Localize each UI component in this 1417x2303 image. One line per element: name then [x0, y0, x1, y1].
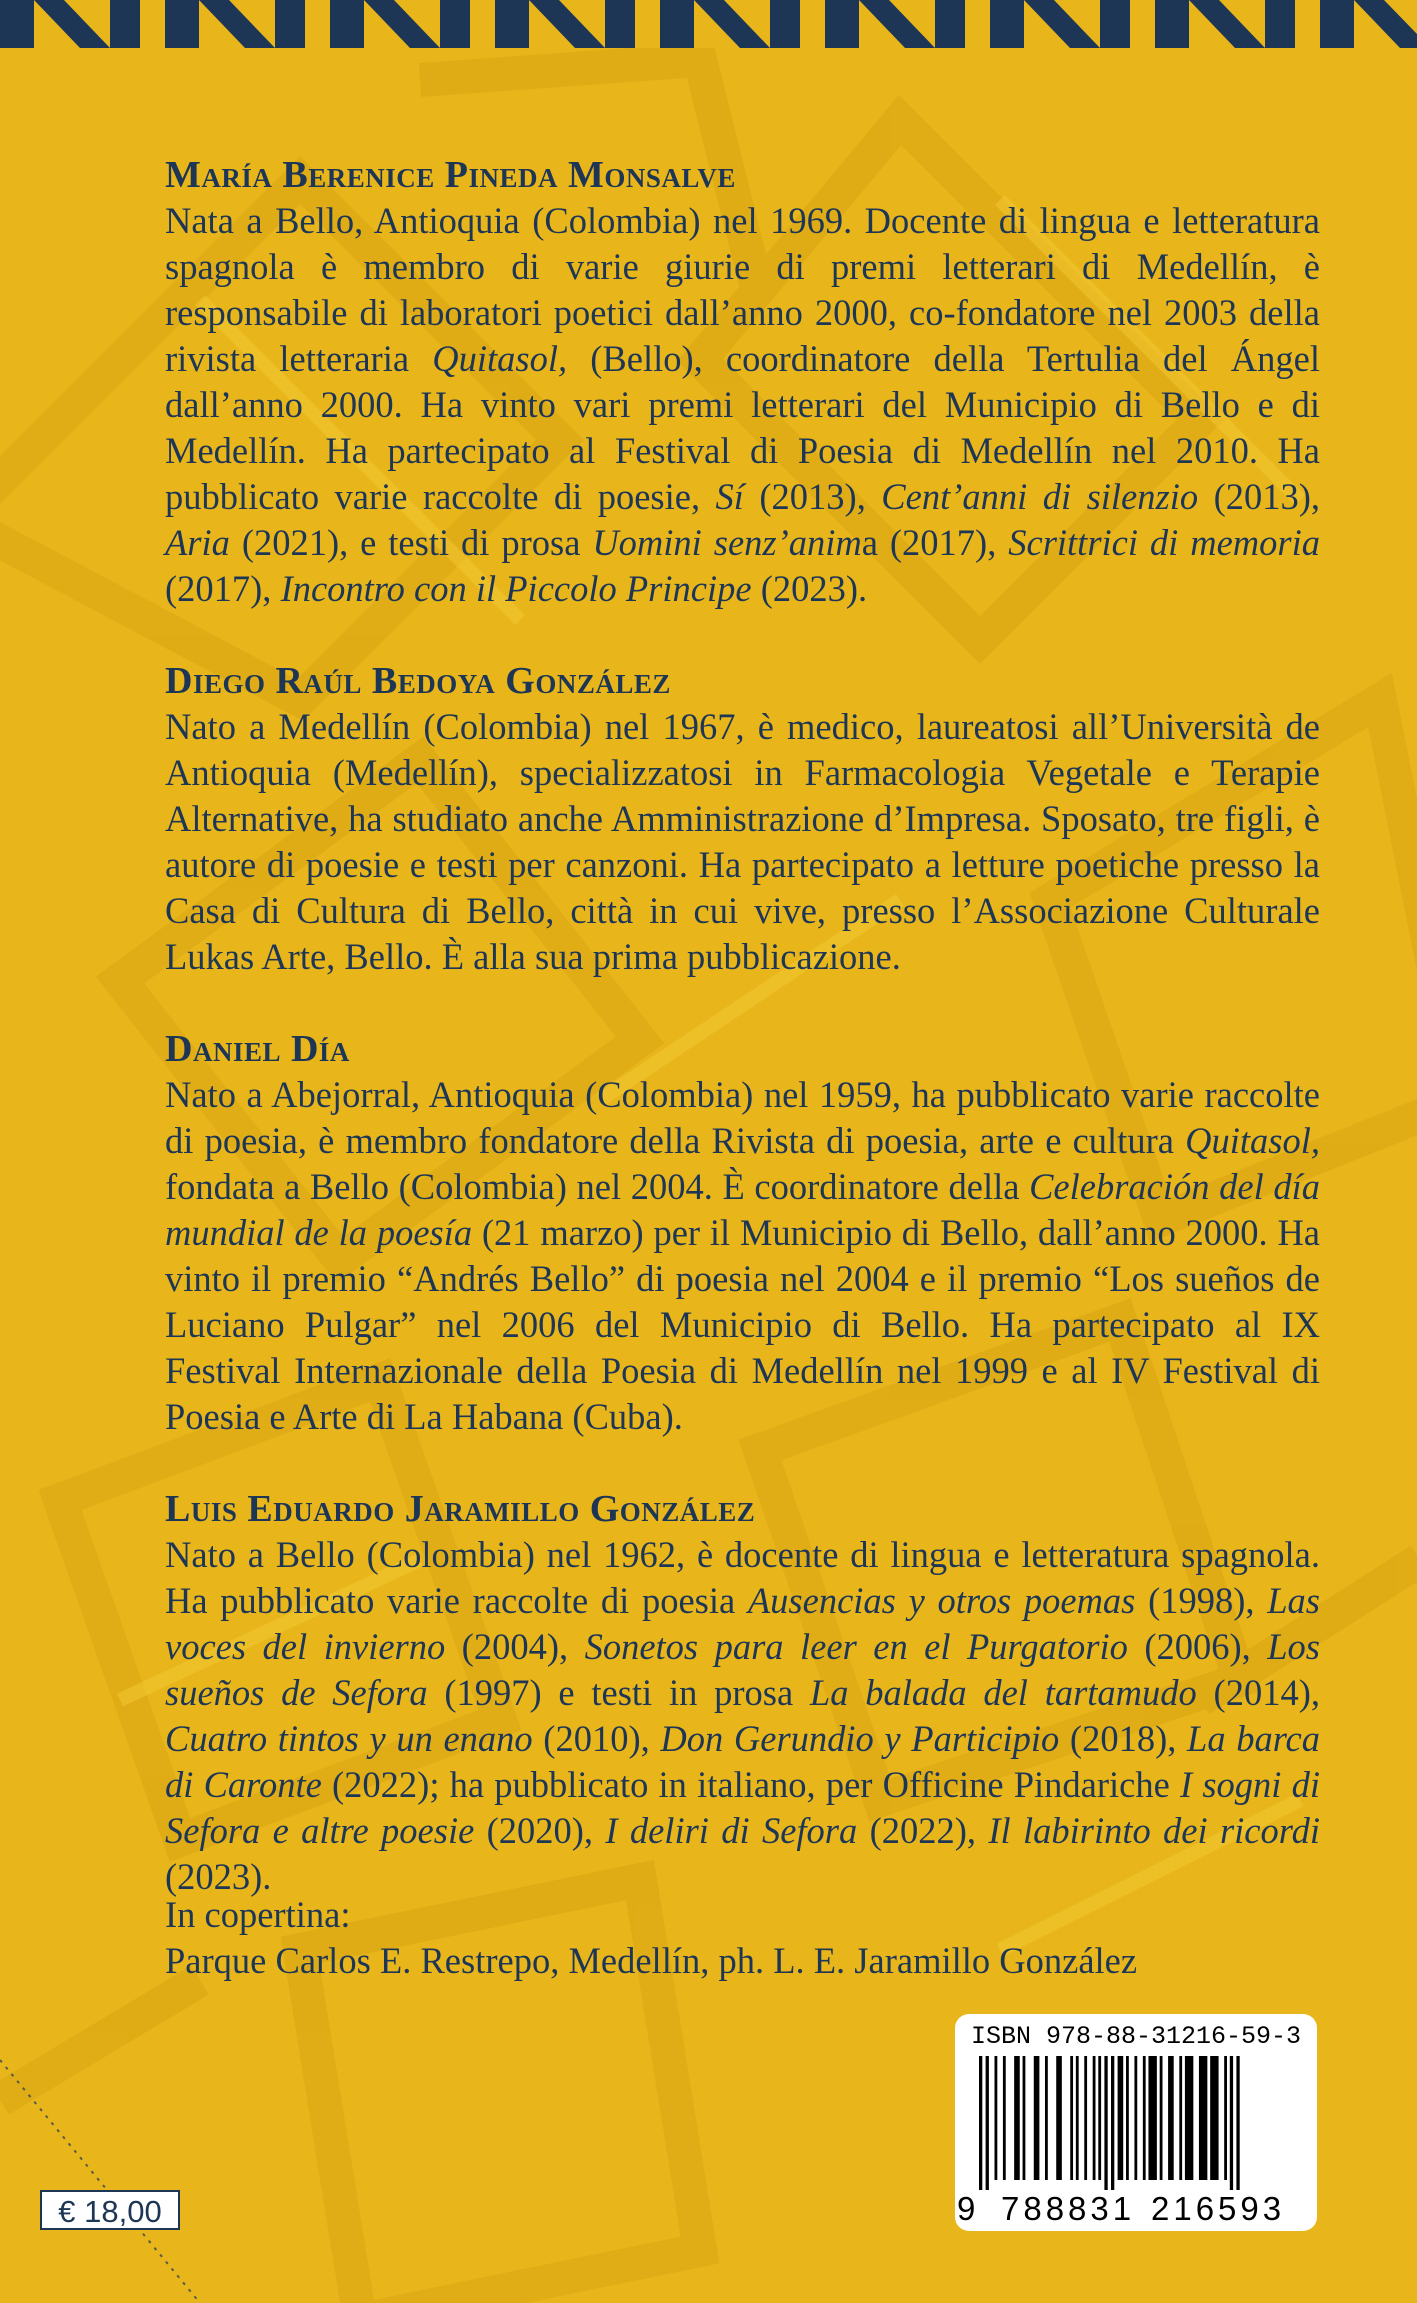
barcode-bar	[1143, 2056, 1146, 2180]
italic-title: Celebración del día mundial de la poesía	[165, 1166, 1321, 1253]
author-bio	[165, 1026, 1320, 1440]
italic-title: Scrittrici di memoria	[1008, 522, 1321, 563]
italic-title: Quitasol,	[1185, 1120, 1320, 1161]
barcode-bar	[1098, 2056, 1101, 2180]
bio-text-run: Nata a Bello, Antioquia (Colombia) nel 1969. Docente di lingua e letteratura spagnola è membro di varie giurie di premi letterari di Medellín, è responsabile di laboratori poetici dall’anno 2000, co-fondatore nel 2003 della rivista letteraria	[165, 200, 1320, 379]
barcode-bar	[1023, 2056, 1026, 2180]
italic-title: Quitasol,	[432, 338, 568, 379]
bio-text-run: (2013),	[743, 476, 882, 517]
bio-text-run: (2014),	[1196, 1672, 1320, 1713]
barcode-bar	[1076, 2056, 1079, 2180]
barcode-bar	[1179, 2056, 1182, 2180]
cover-credit	[165, 1892, 1320, 1984]
italic-title: Los sueños de Sefora	[165, 1626, 1320, 1713]
italic-title: Sonetos para leer en el Purgatorio	[584, 1626, 1128, 1667]
italic-title: Las voces del invierno	[165, 1580, 1320, 1667]
top-decorative-band	[0, 0, 1417, 48]
barcode-bar	[1084, 2056, 1087, 2180]
barcode-bar	[1104, 2056, 1107, 2190]
isbn-digits-right: 216593	[1151, 2190, 1286, 2227]
bio-text-run: Nato a Abejorral, Antioquia (Colombia) nel 1959, ha pubblicato varie raccolte di poesia, è membro fondatore della Rivista di poesia, arte e cultura	[165, 1074, 1320, 1161]
isbn-barcode	[955, 2014, 1317, 2231]
barcode-bar	[1034, 2056, 1040, 2180]
barcode-bar	[995, 2056, 998, 2180]
author-bio-text	[165, 704, 1320, 980]
barcode-bar	[1199, 2056, 1207, 2180]
barcode-bar	[1134, 2056, 1137, 2180]
author-name: Luis Eduardo Jaramillo González	[165, 1488, 756, 1530]
barcode-bar	[1070, 2056, 1073, 2180]
barcode-bar	[1210, 2056, 1218, 2180]
bio-text-run: (2018),	[1059, 1718, 1188, 1759]
cover-credit-text: Parque Carlos E. Restrepo, Medellín, ph. L. E. Jaramillo González	[165, 1940, 1138, 1981]
cover-credit-label: In copertina:	[165, 1894, 351, 1935]
italic-title: La balada del tartamudo	[809, 1672, 1197, 1713]
author-bio-text	[165, 198, 1320, 612]
bio-text-run: (2022); ha pubblicato in italiano, per Officine Pindariche	[321, 1764, 1180, 1805]
barcode-bar	[1111, 2056, 1114, 2190]
barcode-bar	[1160, 2056, 1163, 2180]
italic-title: Cent’anni di silenzio	[881, 476, 1199, 517]
bio-text-run: (2017),	[165, 568, 281, 609]
italic-title: Uomini senz’anim	[592, 522, 862, 563]
bio-text-run: (2010),	[532, 1718, 661, 1759]
barcode-bar	[1003, 2056, 1006, 2180]
bio-text-run: (21 marzo) per il Municipio di Bello, dall’anno 2000. Ha vinto il premio “Andrés Bello” di poesia nel 2004 e il premio “Los sueños de Luciano Pulgar” nel 2006 del Municipio di Bello. Ha partecipato al IX Festival Internazionale della Poesia di Medellín nel 1999 e al IV Festival di Poesia e Arte di La Habana (Cuba).	[165, 1212, 1320, 1437]
bio-text-run: a (2017),	[861, 522, 1009, 563]
italic-title: Ausencias y otros poemas	[747, 1580, 1136, 1621]
bio-text-run: (1998),	[1135, 1580, 1268, 1621]
barcode-bar	[979, 2056, 982, 2190]
bio-text-run: (2006),	[1127, 1626, 1268, 1667]
author-bio	[165, 1486, 1320, 1900]
bio-text-run: (2021), e testi di prosa	[229, 522, 593, 563]
author-bio	[165, 152, 1320, 612]
barcode-bar	[1230, 2056, 1233, 2190]
italic-title: Aria	[165, 522, 230, 563]
italic-title: I sogni di Sefora e altre poesie	[165, 1764, 1320, 1851]
italic-title: Il labirinto dei ricordi	[988, 1810, 1320, 1851]
barcode-bars	[979, 2056, 1293, 2190]
bio-text-run: (2004),	[445, 1626, 585, 1667]
barcode-bar	[1118, 2056, 1124, 2180]
italic-title: Sí	[715, 476, 744, 517]
author-bio	[165, 658, 1320, 980]
bio-text-run: (2023).	[751, 568, 868, 609]
isbn-label: ISBN 978-88-31216-59-3	[970, 2022, 1302, 2051]
barcode-bar	[1045, 2056, 1048, 2180]
bio-text-run: (1997) e testi in prosa	[427, 1672, 810, 1713]
barcode-bar	[1168, 2056, 1174, 2180]
author-name: Daniel Día	[165, 1028, 350, 1070]
isbn-digits-left: 788831	[1001, 2190, 1136, 2227]
barcode-bar	[1236, 2056, 1239, 2190]
barcode-bar	[1093, 2056, 1096, 2180]
bio-text-run: (2023).	[165, 1856, 272, 1897]
italic-title: I deliri di Sefora	[605, 1810, 858, 1851]
barcode-bar	[1148, 2056, 1156, 2180]
bio-text-run: (2022),	[857, 1810, 989, 1851]
bio-text-run: (2020),	[474, 1810, 606, 1851]
bio-text-run: Nato a Medellín (Colombia) nel 1967, è medico, laureatosi all’Università de Antioquia (Medellín), specializzatosi in Farmacologia Vegetale e Terapie Alternative, ha studiato anche Amministrazione d’Impresa. Sposato, tre figli, è autore di poesie e testi per canzoni. Ha partecipato a letture poetiche presso la Casa di Cultura di Bello, città in cui vive, presso l’Associazione Culturale Lukas Arte, Bello. È alla sua prima pubblicazione.	[165, 706, 1320, 977]
italic-title: Don Gerundio y Participio	[660, 1718, 1060, 1759]
author-name: María Berenice Pineda Monsalve	[165, 154, 736, 196]
author-bio-text	[165, 1072, 1320, 1440]
italic-title: Cuatro tintos y un enano	[165, 1718, 533, 1759]
italic-title: La barca di Caronte	[165, 1718, 1321, 1805]
barcode-bar	[1014, 2056, 1020, 2180]
barcode-bar	[1056, 2056, 1062, 2180]
price-label: € 18,00	[40, 2190, 180, 2230]
barcode-bar	[1185, 2056, 1193, 2180]
barcode-bar	[1224, 2056, 1227, 2180]
isbn-digit-first: 9	[957, 2190, 980, 2227]
barcode-bar	[986, 2056, 989, 2190]
bio-text-run: Nato a Bello (Colombia) nel 1962, è docente di lingua e letteratura spagnola. Ha pubblicato varie raccolte di poesia	[165, 1534, 1320, 1621]
author-bios	[165, 152, 1320, 1946]
bio-text-run: (2013),	[1198, 476, 1320, 517]
author-name: Diego Raúl Bedoya González	[165, 660, 671, 702]
italic-title: Incontro con il Piccolo Principe	[280, 568, 752, 609]
bio-text-run: fondata a Bello (Colombia) nel 2004. È coordinatore della	[165, 1166, 1030, 1207]
author-bio-text	[165, 1532, 1320, 1900]
bio-text-run: (Bello), coordinatore della Tertulia del Ángel dall’anno 2000. Ha vinto vari premi letterari del Municipio di Bello e di Medellín. Ha partecipato al Festival di Poesia di Medellín nel 2010. Ha pubblicato varie raccolte di poesie,	[165, 338, 1320, 517]
barcode-bar	[1126, 2056, 1129, 2180]
